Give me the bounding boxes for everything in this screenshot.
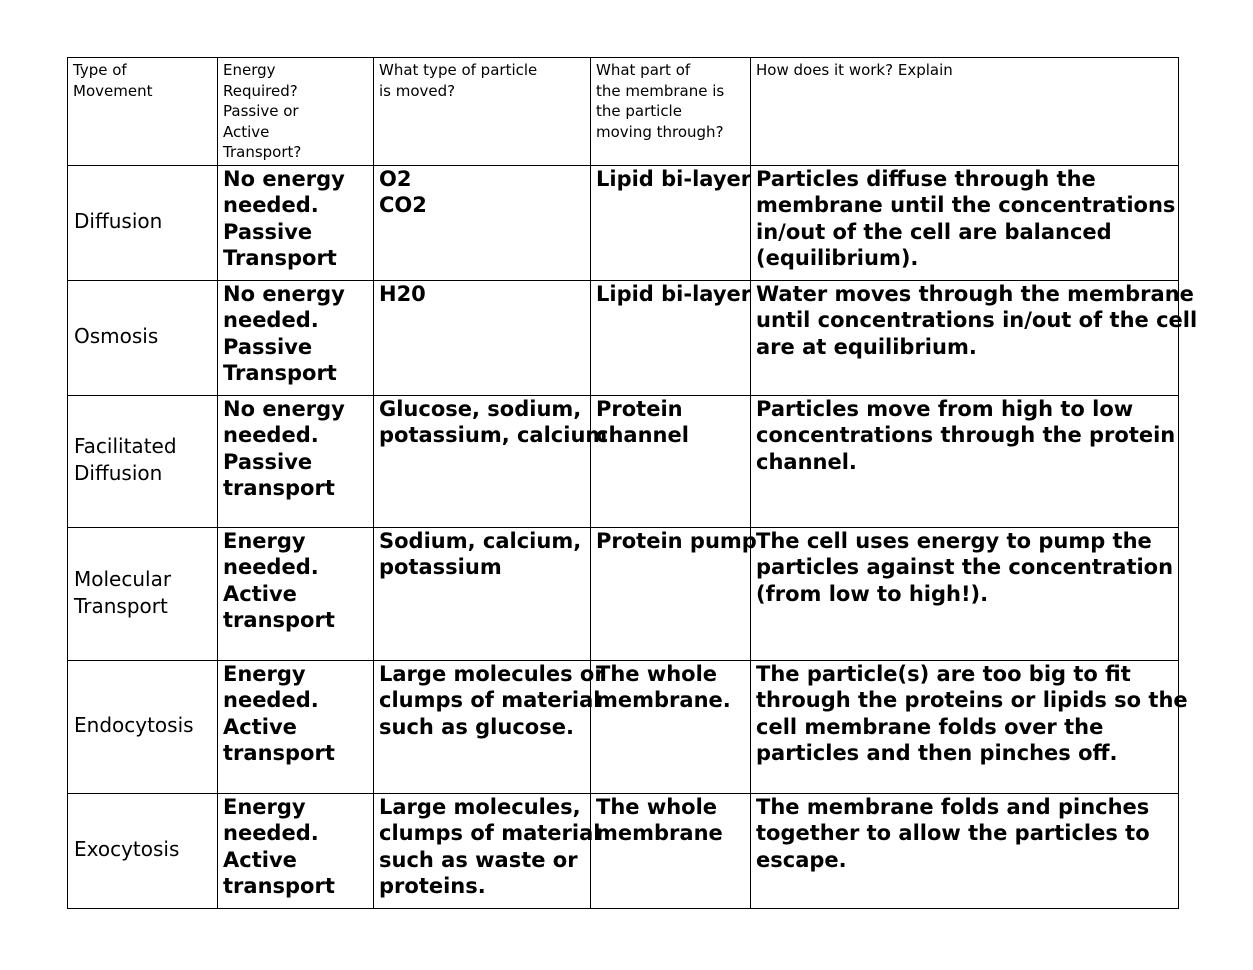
cell-membrane: Lipid bi-layer bbox=[591, 165, 751, 280]
cell-particle: Sodium, calcium, potassium bbox=[374, 527, 591, 660]
table-row-exocytosis bbox=[68, 793, 1179, 908]
cell-type: Diffusion bbox=[68, 165, 218, 280]
table-row-facilitated-diffusion bbox=[68, 395, 1179, 527]
cell-membrane: Protein pump bbox=[591, 527, 751, 660]
header-how-it-works: How does it work? Explain bbox=[751, 58, 1179, 166]
cell-energy: Energy needed. Active transport bbox=[218, 660, 374, 793]
cell-membrane: Protein channel bbox=[591, 395, 751, 527]
cell-how: The membrane folds and pinches together to allow the particles to escape. bbox=[751, 793, 1179, 908]
table-row-diffusion bbox=[68, 165, 1179, 280]
membrane-transport-table-container bbox=[67, 57, 1198, 909]
cell-how: The particle(s) are too big to fit through the proteins or lipids so the cell membrane folds over the particles and then pinches off. bbox=[751, 660, 1179, 793]
header-row bbox=[68, 58, 1179, 166]
table-body bbox=[68, 165, 1198, 908]
cell-particle: O2 CO2 bbox=[374, 165, 591, 280]
table-row-osmosis bbox=[68, 280, 1179, 395]
cell-energy: No energy needed. Passive Transport bbox=[218, 165, 374, 280]
header-type-of-movement: Type of Movement bbox=[68, 58, 218, 166]
cell-type: Endocytosis bbox=[68, 660, 218, 793]
cell-type: Osmosis bbox=[68, 280, 218, 395]
cell-energy: Energy needed. Active transport bbox=[218, 793, 374, 908]
cell-membrane: Lipid bi-layer bbox=[591, 280, 751, 395]
cell-membrane: The whole membrane bbox=[591, 793, 751, 908]
header-energy-required: Energy Required? Passive or Active Transport? bbox=[218, 58, 374, 166]
table-row-molecular-transport bbox=[68, 527, 1179, 660]
cell-particle: Large molecules or clumps of material such as glucose. bbox=[374, 660, 591, 793]
cell-how: The cell uses energy to pump the particles against the concentration (from low to high!). bbox=[751, 527, 1179, 660]
cell-energy: No energy needed. Passive Transport bbox=[218, 280, 374, 395]
cell-particle: Large molecules, clumps of material such as waste or proteins. bbox=[374, 793, 591, 908]
cell-membrane: The whole membrane. bbox=[591, 660, 751, 793]
cell-how: Particles diffuse through the membrane until the concentrations in/out of the cell are balanced (equilibrium). bbox=[751, 165, 1179, 280]
cell-energy: Energy needed. Active transport bbox=[218, 527, 374, 660]
cell-how: Water moves through the membrane until concentrations in/out of the cell are at equilibrium. bbox=[751, 280, 1179, 395]
header-membrane-part: What part of the membrane is the particle moving through? bbox=[591, 58, 751, 166]
table-header bbox=[68, 58, 1179, 166]
cell-type: Facilitated Diffusion bbox=[68, 395, 218, 527]
table-row-endocytosis bbox=[68, 660, 1179, 793]
cell-particle: H20 bbox=[374, 280, 591, 395]
cell-type: Exocytosis bbox=[68, 793, 218, 908]
cell-energy: No energy needed. Passive transport bbox=[218, 395, 374, 527]
cell-how: Particles move from high to low concentrations through the protein channel. bbox=[751, 395, 1179, 527]
header-particle-type: What type of particle is moved? bbox=[374, 58, 591, 166]
membrane-transport-table bbox=[67, 57, 1198, 909]
cell-type: Molecular Transport bbox=[68, 527, 218, 660]
cell-particle: Glucose, sodium, potassium, calcium bbox=[374, 395, 591, 527]
